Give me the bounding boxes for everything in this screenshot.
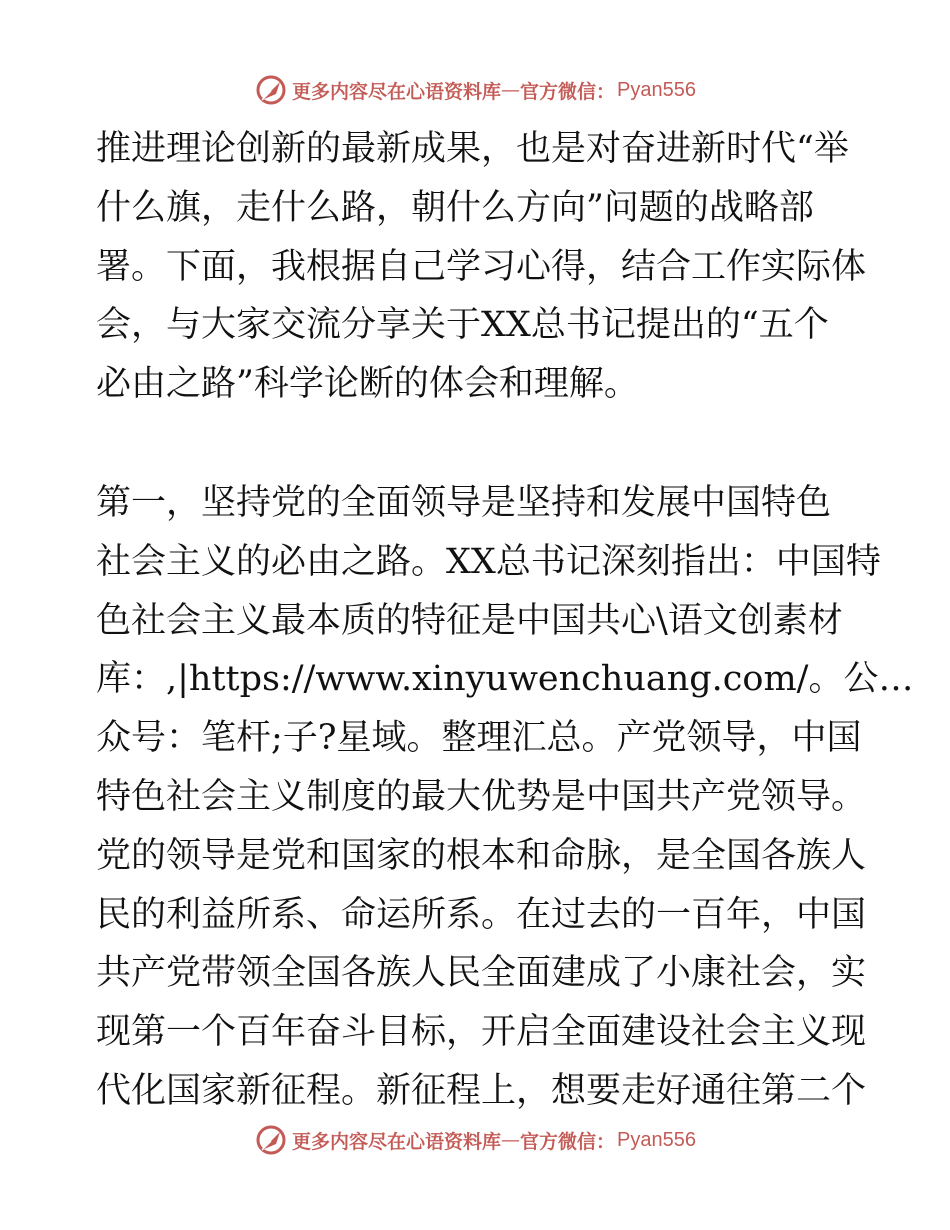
- watermark-label: 官方微信：: [520, 80, 616, 103]
- watermark-text: 更多内容尽在心语资料库: [292, 80, 502, 103]
- text-line: 特色社会主义制度的最大优势是中国共产党领导。: [96, 776, 867, 817]
- watermark-label: 官方微信：: [520, 1130, 616, 1153]
- text-line: 第一，坚持党的全面领导是坚持和发展中国特色: [96, 482, 832, 523]
- document-body: [96, 120, 914, 1121]
- paragraph-gap: [96, 414, 876, 474]
- paragraph-2: [96, 474, 914, 1121]
- text-line: 库：,|https://www.xinyuwenchuang.com/。公…: [96, 659, 914, 700]
- paragraph-1: [96, 120, 876, 414]
- text-line: 众号：笔杆;子?星域。整理汇总。产党领导，中国: [96, 718, 862, 759]
- header-watermark: [0, 70, 950, 110]
- text-line: 社会主义的必由之路。XX总书记深刻指出：中国特: [96, 541, 881, 582]
- text-line: 代化国家新征程。新征程上，想要走好通往第二个: [96, 1070, 867, 1111]
- text-line: 民的利益所系、命运所系。在过去的一百年，中国: [96, 894, 867, 935]
- text-line: 必由之路”科学论断的体会和理解。: [96, 364, 639, 405]
- quill-logo-icon: [254, 73, 288, 107]
- text-line: 现第一个百年奋斗目标，开启全面建设社会主义现: [96, 1012, 867, 1053]
- text-line: 共产党带领全国各族人民全面建成了小康社会，实: [96, 953, 867, 994]
- text-line: 推进理论创新的最新成果，也是对奋进新时代“举: [96, 129, 849, 169]
- watermark-dash: —: [501, 1129, 521, 1151]
- text-line: 色社会主义最本质的特征是中国共心\语文创素材: [96, 600, 843, 641]
- watermark-dash: —: [501, 79, 521, 101]
- watermark-text: 更多内容尽在心语资料库: [292, 1130, 502, 1153]
- text-line: 署。下面，我根据自己学习心得，结合工作实际体: [96, 246, 867, 287]
- text-line: 什么旗，走什么路，朝什么方向”问题的战略部: [96, 187, 814, 228]
- text-line: 党的领导是党和国家的根本和命脉，是全国各族人: [96, 835, 867, 876]
- watermark-id: Pyan556: [617, 78, 696, 101]
- watermark-id: Pyan556: [617, 1128, 696, 1151]
- footer-watermark: [0, 1120, 950, 1160]
- text-line: 会，与大家交流分享关于XX总书记提出的“五个: [96, 305, 829, 346]
- quill-logo-icon: [254, 1123, 288, 1157]
